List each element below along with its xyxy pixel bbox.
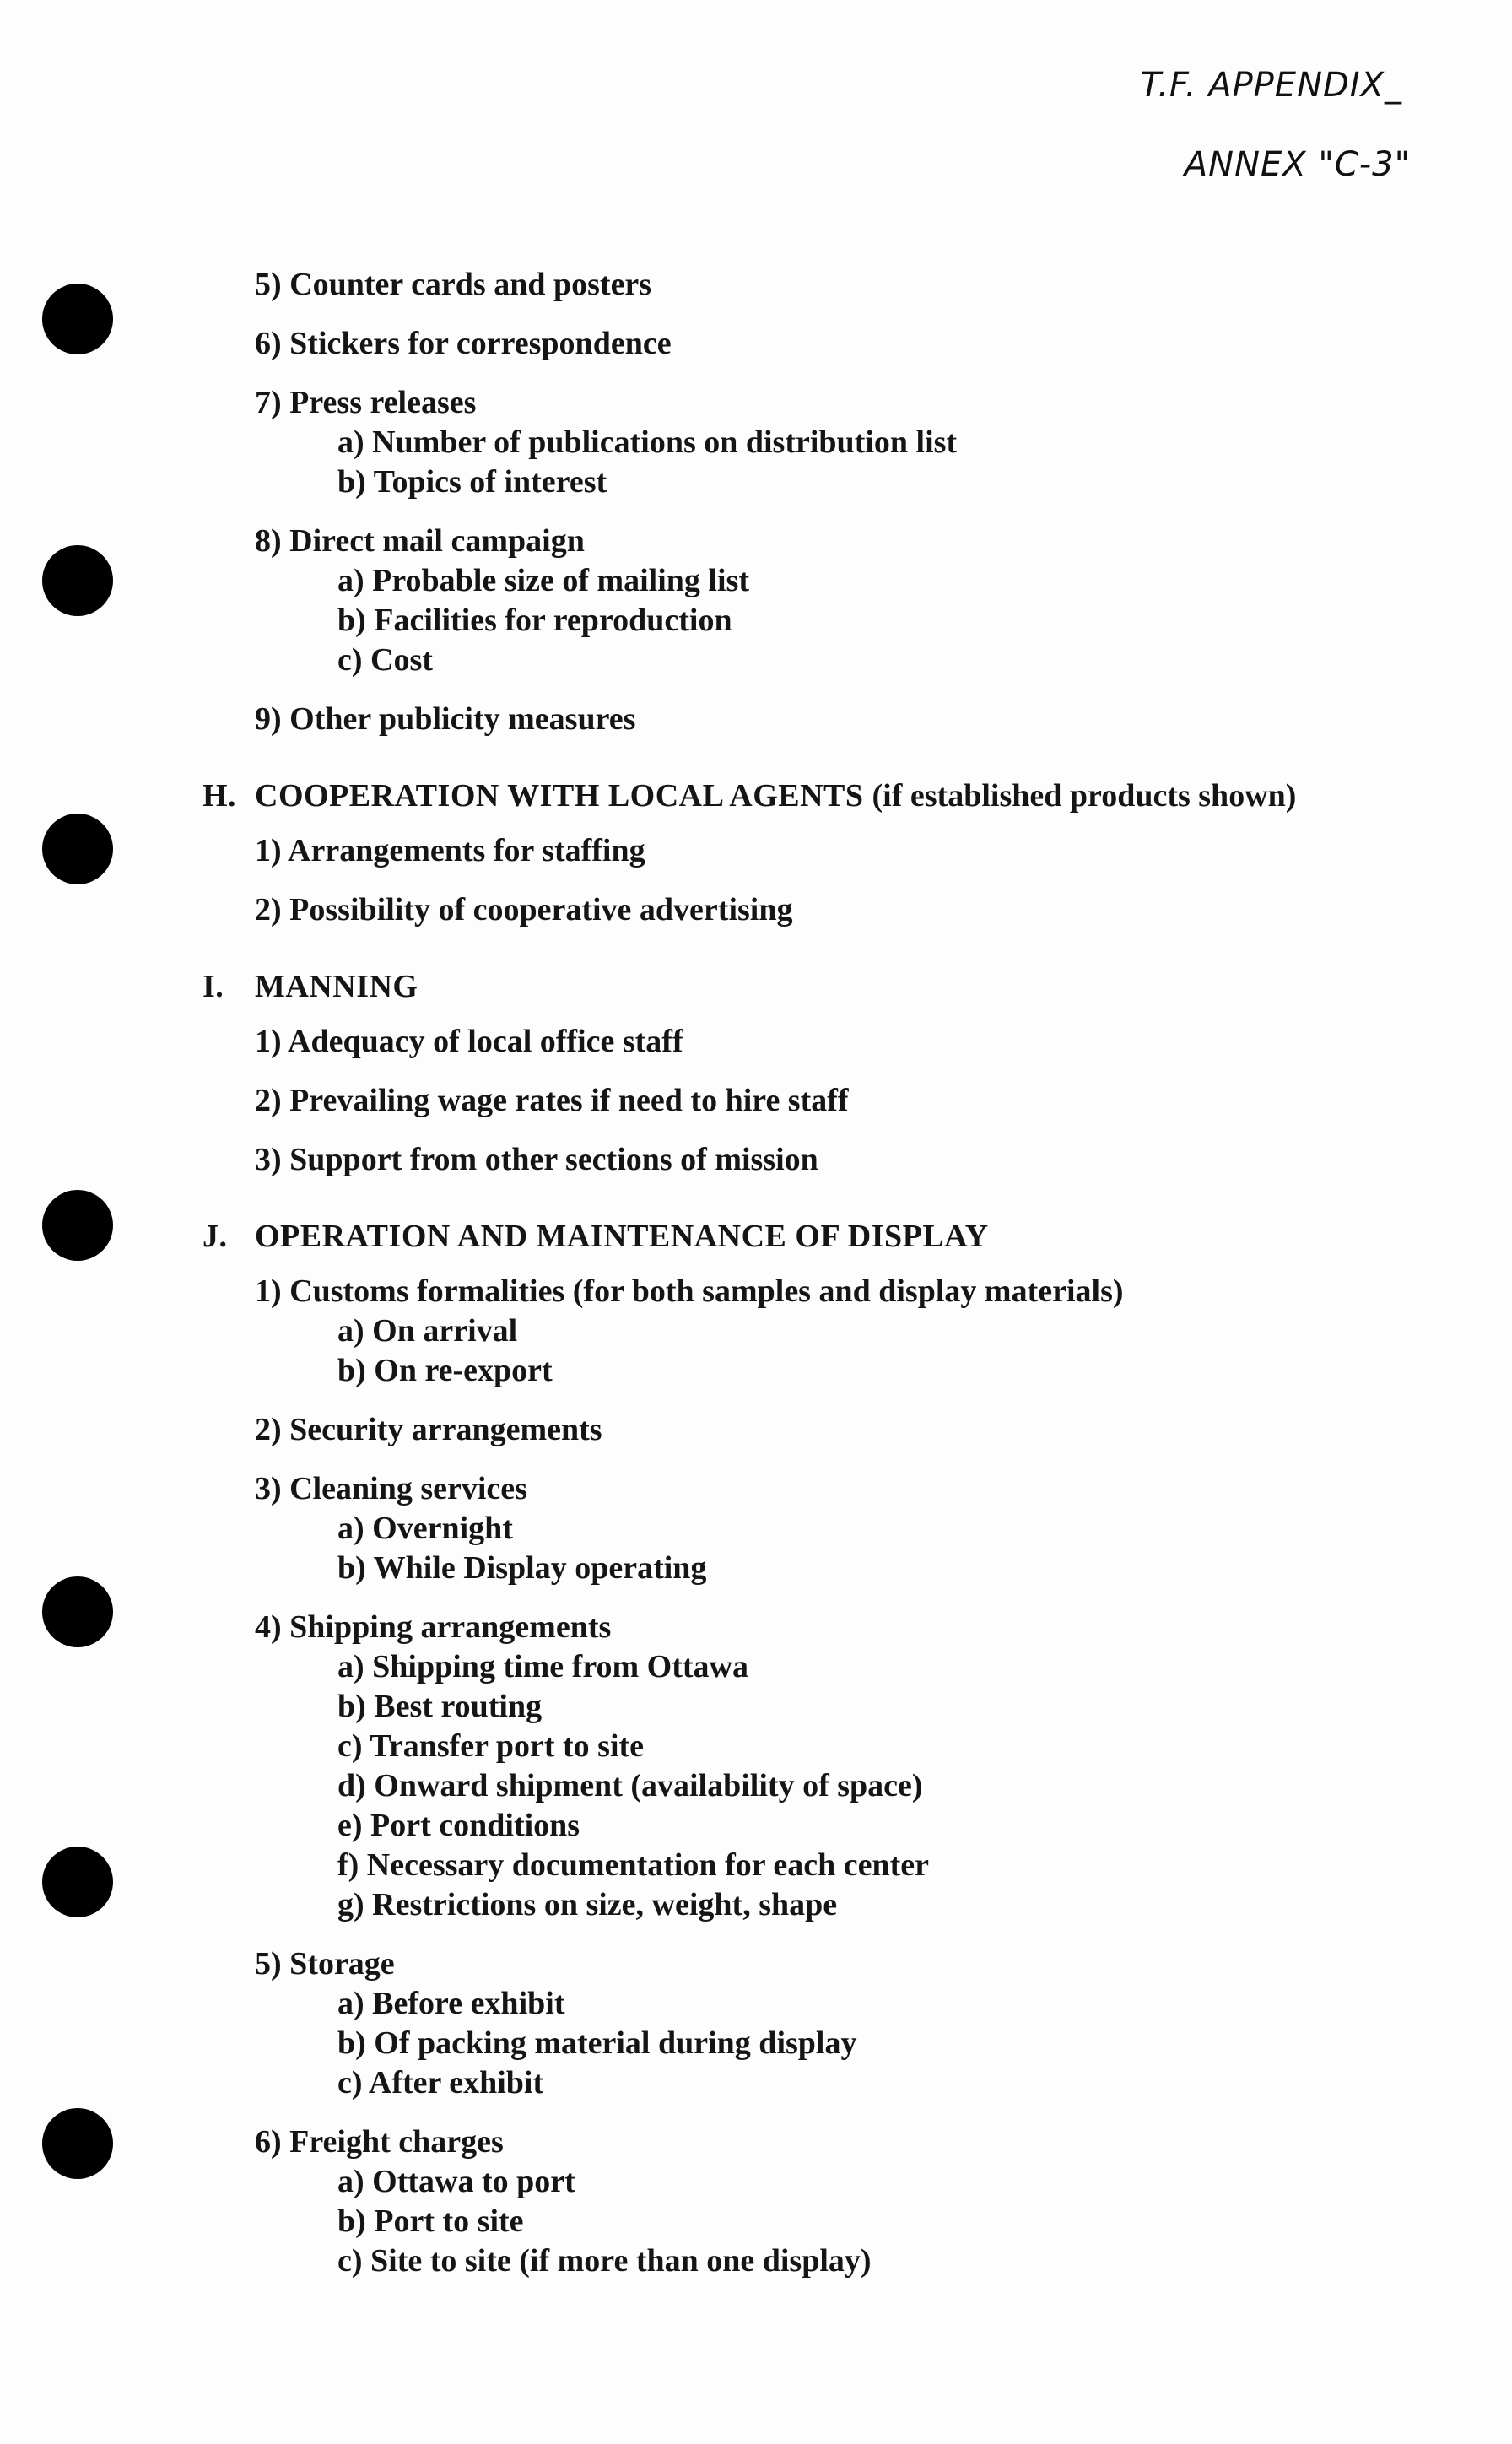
outline-item: 2) Security arrangements <box>255 1412 602 1447</box>
outline-subitem: b) Best routing <box>338 1689 543 1724</box>
outline-subitem: a) Overnight <box>338 1511 513 1546</box>
outline-item: 3) Cleaning services <box>255 1471 527 1506</box>
outline-subitem: b) Topics of interest <box>338 464 608 500</box>
outline-subitem: c) After exhibit <box>338 2065 544 2101</box>
outline-item: 5) Counter cards and posters <box>255 267 652 302</box>
binder-hole <box>42 1847 113 1917</box>
binder-hole <box>42 2108 113 2179</box>
outline-item: 5) Storage <box>255 1946 395 1982</box>
outline-item: 8) Direct mail campaign <box>255 523 585 559</box>
binder-hole <box>42 1576 113 1647</box>
section-heading-i <box>202 967 1418 1007</box>
section-note: (if established products shown) <box>872 778 1297 814</box>
section-title: MANNING <box>255 969 418 1004</box>
outline-item: 4) Shipping arrangements <box>255 1609 612 1645</box>
section-heading-h <box>202 776 1418 816</box>
outline-subitem: b) While Display operating <box>338 1550 707 1586</box>
outline-subitem: c) Transfer port to site <box>338 1728 645 1764</box>
outline-subitem: d) Onward shipment (availability of space) <box>338 1768 923 1803</box>
outline-subitem: a) Shipping time from Ottawa <box>338 1649 748 1684</box>
section-title: COOPERATION WITH LOCAL AGENTS <box>255 778 864 814</box>
outline-item: 2) Prevailing wage rates if need to hire staff <box>255 1083 849 1118</box>
outline-subitem: b) Facilities for reproduction <box>338 603 732 638</box>
outline-item: 9) Other publicity measures <box>255 701 636 737</box>
outline-subitem: a) Ottawa to port <box>338 2164 575 2199</box>
outline-subitem: a) Before exhibit <box>338 1986 565 2021</box>
outline-subitem: e) Port conditions <box>338 1808 580 1843</box>
binder-hole <box>42 284 113 354</box>
outline-item: 1) Adequacy of local office staff <box>255 1024 683 1059</box>
binder-hole <box>42 1190 113 1261</box>
section-letter: J. <box>202 1219 228 1254</box>
outline-item: 3) Support from other sections of mission <box>255 1142 818 1177</box>
section-title: OPERATION AND MAINTENANCE OF DISPLAY <box>255 1219 989 1254</box>
outline-subitem: b) On re-export <box>338 1353 553 1388</box>
outline-subitem: g) Restrictions on size, weight, shape <box>338 1887 838 1922</box>
outline-body <box>202 265 1418 2281</box>
outline-subitem: c) Site to site (if more than one display) <box>338 2243 872 2279</box>
outline-subitem: a) On arrival <box>338 1313 518 1349</box>
outline-item: 6) Stickers for correspondence <box>255 326 672 361</box>
outline-item: 1) Customs formalities (for both samples and display materials) <box>255 1273 1124 1309</box>
section-letter: I. <box>202 969 224 1004</box>
outline-subitem: f) Necessary documentation for each center <box>338 1847 930 1883</box>
annex-header: ANNEX "C-3" <box>1184 145 1411 184</box>
section-heading-j <box>202 1217 1418 1257</box>
outline-subitem: b) Of packing material during display <box>338 2025 857 2061</box>
appendix-header: T.F. APPENDIX_ <box>1140 66 1402 105</box>
binder-hole <box>42 545 113 616</box>
outline-subitem: c) Cost <box>338 642 433 678</box>
outline-subitem: b) Port to site <box>338 2203 524 2239</box>
outline-item: 2) Possibility of cooperative advertising <box>255 892 793 927</box>
outline-item: 1) Arrangements for staffing <box>255 833 645 868</box>
section-letter: H. <box>202 778 237 814</box>
outline-item: 6) Freight charges <box>255 2124 504 2160</box>
binder-hole <box>42 814 113 884</box>
outline-subitem: a) Probable size of mailing list <box>338 563 749 598</box>
outline-item: 7) Press releases <box>255 385 477 420</box>
outline-subitem: a) Number of publications on distribution list <box>338 424 958 460</box>
